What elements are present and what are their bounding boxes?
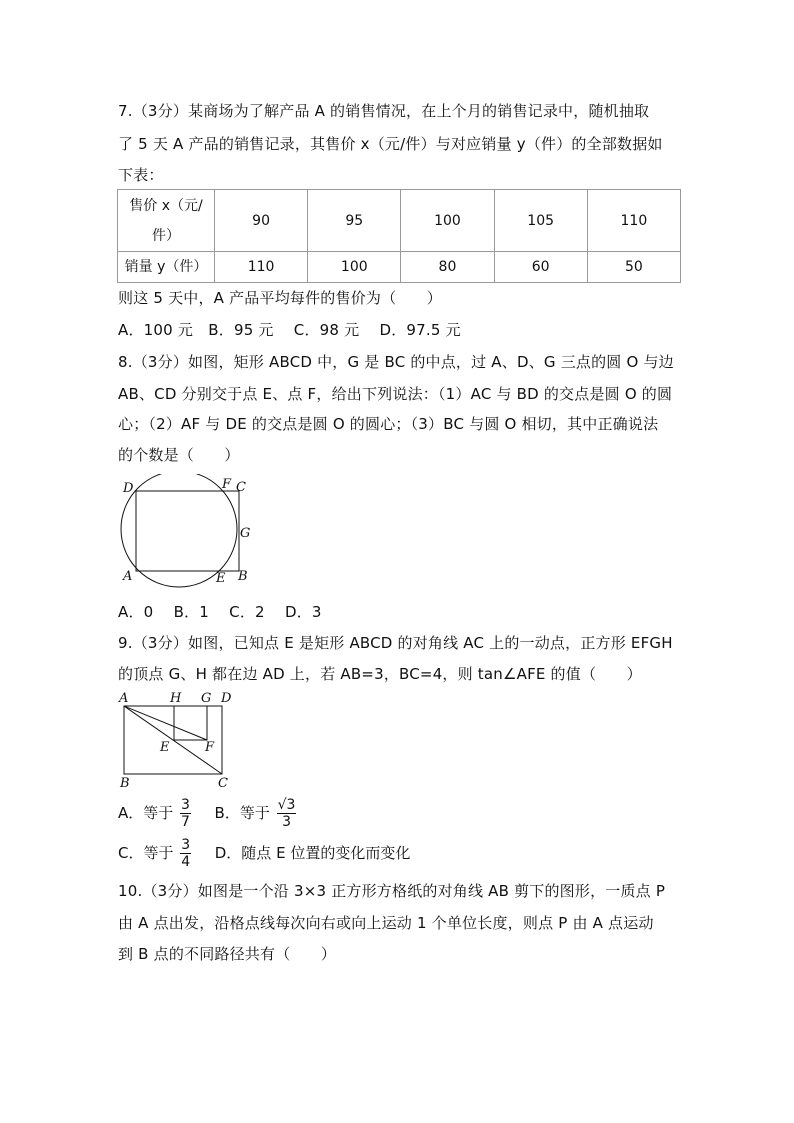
q9-option-c-fraction [180, 837, 191, 870]
q9-option-a-fraction [180, 797, 191, 830]
price-cell: 95 [308, 190, 401, 252]
table-row-price [118, 190, 681, 252]
q7-text-line-3: 下表： [118, 166, 164, 184]
q9-options-row-2 [118, 836, 410, 870]
square-efgh [174, 706, 207, 740]
label-c: C [236, 480, 246, 495]
q10-text-line-3: 到 B 点的不同路径共有（ ） [118, 945, 337, 963]
q8-text-line-4: 的个数是（ ） [118, 446, 240, 464]
sqrt-radicand: 3 [286, 797, 296, 813]
fraction-numerator: 3 [181, 837, 191, 853]
price-cell: 90 [215, 190, 308, 252]
label-b: B [238, 569, 248, 584]
fraction-denominator: 7 [181, 814, 190, 830]
label-e: E [160, 740, 170, 755]
sales-cell: 80 [401, 252, 494, 283]
fraction-denominator: 4 [181, 854, 191, 870]
q10-text-line-2: 由 A 点出发，沿格点线每次向右或向上运动 1 个单位长度，则点 P 由 A 点运动 [118, 914, 654, 932]
label-b: B [120, 776, 130, 791]
q7-text-line-2: 了 5 天 A 产品的销售记录，其售价 x（元/件）与对应销量 y（件）的全部数据如 [118, 135, 663, 153]
rectangle-abcd [136, 491, 239, 571]
price-header-line-1: 售价 x（元/ [129, 197, 203, 214]
label-f: F [205, 740, 215, 755]
q10-text-line-1: 10.（3分）如图是一个沿 3×3 正方形方格纸的对角线 AB 剪下的图形，一质点 P [118, 882, 666, 900]
q7-text-line-1: 7.（3分）某商场为了解产品 A 的销售情况，在上个月的销售记录中，随机抽取 [118, 102, 650, 120]
fraction-denominator: 3 [282, 814, 291, 830]
table-row-sales [118, 252, 681, 283]
label-e: E [216, 571, 226, 586]
q8-text-line-2: AB、CD 分别交于点 E、点 F，给出下列说法：（1）AC 与 BD 的交点是圆 O 的圆 [118, 385, 673, 403]
sales-cell: 50 [587, 252, 680, 283]
q9-option-a-prefix: A．等于 [118, 804, 174, 822]
label-d: D [221, 691, 232, 706]
label-f: F [222, 477, 232, 492]
price-header-cell [118, 190, 215, 252]
q9-option-c-prefix: C．等于 [118, 844, 174, 862]
q9-text-line-2: 的顶点 G、H 都在边 AD 上，若 AB=3，BC=4，则 tan∠AFE 的值（ ） [118, 665, 642, 683]
q9-figure [115, 688, 240, 792]
sales-header-cell: 销量 y（件） [118, 252, 215, 283]
sqrt-sign: √ [277, 797, 287, 813]
q9-option-b-prefix: B．等于 [214, 804, 270, 822]
q9-option-d: D．随点 E 位置的变化而变化 [214, 844, 411, 862]
q9-options-row-1 [118, 796, 298, 830]
fraction-numerator [277, 797, 297, 814]
q7-data-table [117, 189, 681, 283]
label-g: G [201, 691, 212, 706]
label-g: G [240, 526, 251, 541]
q7-options: A．100 元 B．95 元 C．98 元 D．97.5 元 [118, 321, 461, 339]
sales-cell: 60 [494, 252, 587, 283]
fraction-numerator: 3 [181, 797, 190, 813]
label-d: D [123, 481, 134, 496]
label-a: A [123, 569, 133, 584]
price-cell: 100 [401, 190, 494, 252]
q9-option-b-fraction [277, 797, 297, 830]
label-a: A [119, 691, 129, 706]
sales-cell: 100 [308, 252, 401, 283]
price-cell: 110 [587, 190, 680, 252]
q8-text-line-1: 8.（3分）如图，矩形 ABCD 中，G 是 BC 的中点，过 A、D、G 三点的圆 O 与边 [118, 353, 674, 371]
label-h: H [170, 691, 182, 706]
q7-question: 则这 5 天中，A 产品平均每件的售价为（ ） [118, 289, 442, 307]
q8-figure [112, 474, 258, 590]
price-header-line-2: 件） [152, 227, 180, 244]
price-cell: 105 [494, 190, 587, 252]
q8-text-line-3: 心；（2）AF 与 DE 的交点是圆 O 的圆心；（3）BC 与圆 O 相切，其中正确说法 [118, 415, 659, 433]
label-c: C [218, 776, 228, 791]
sales-cell: 110 [215, 252, 308, 283]
q8-options: A．0 B．1 C．2 D．3 [118, 603, 322, 621]
q9-text-line-1: 9.（3分）如图，已知点 E 是矩形 ABCD 的对角线 AC 上的一动点，正方形 EFGH [118, 634, 673, 652]
